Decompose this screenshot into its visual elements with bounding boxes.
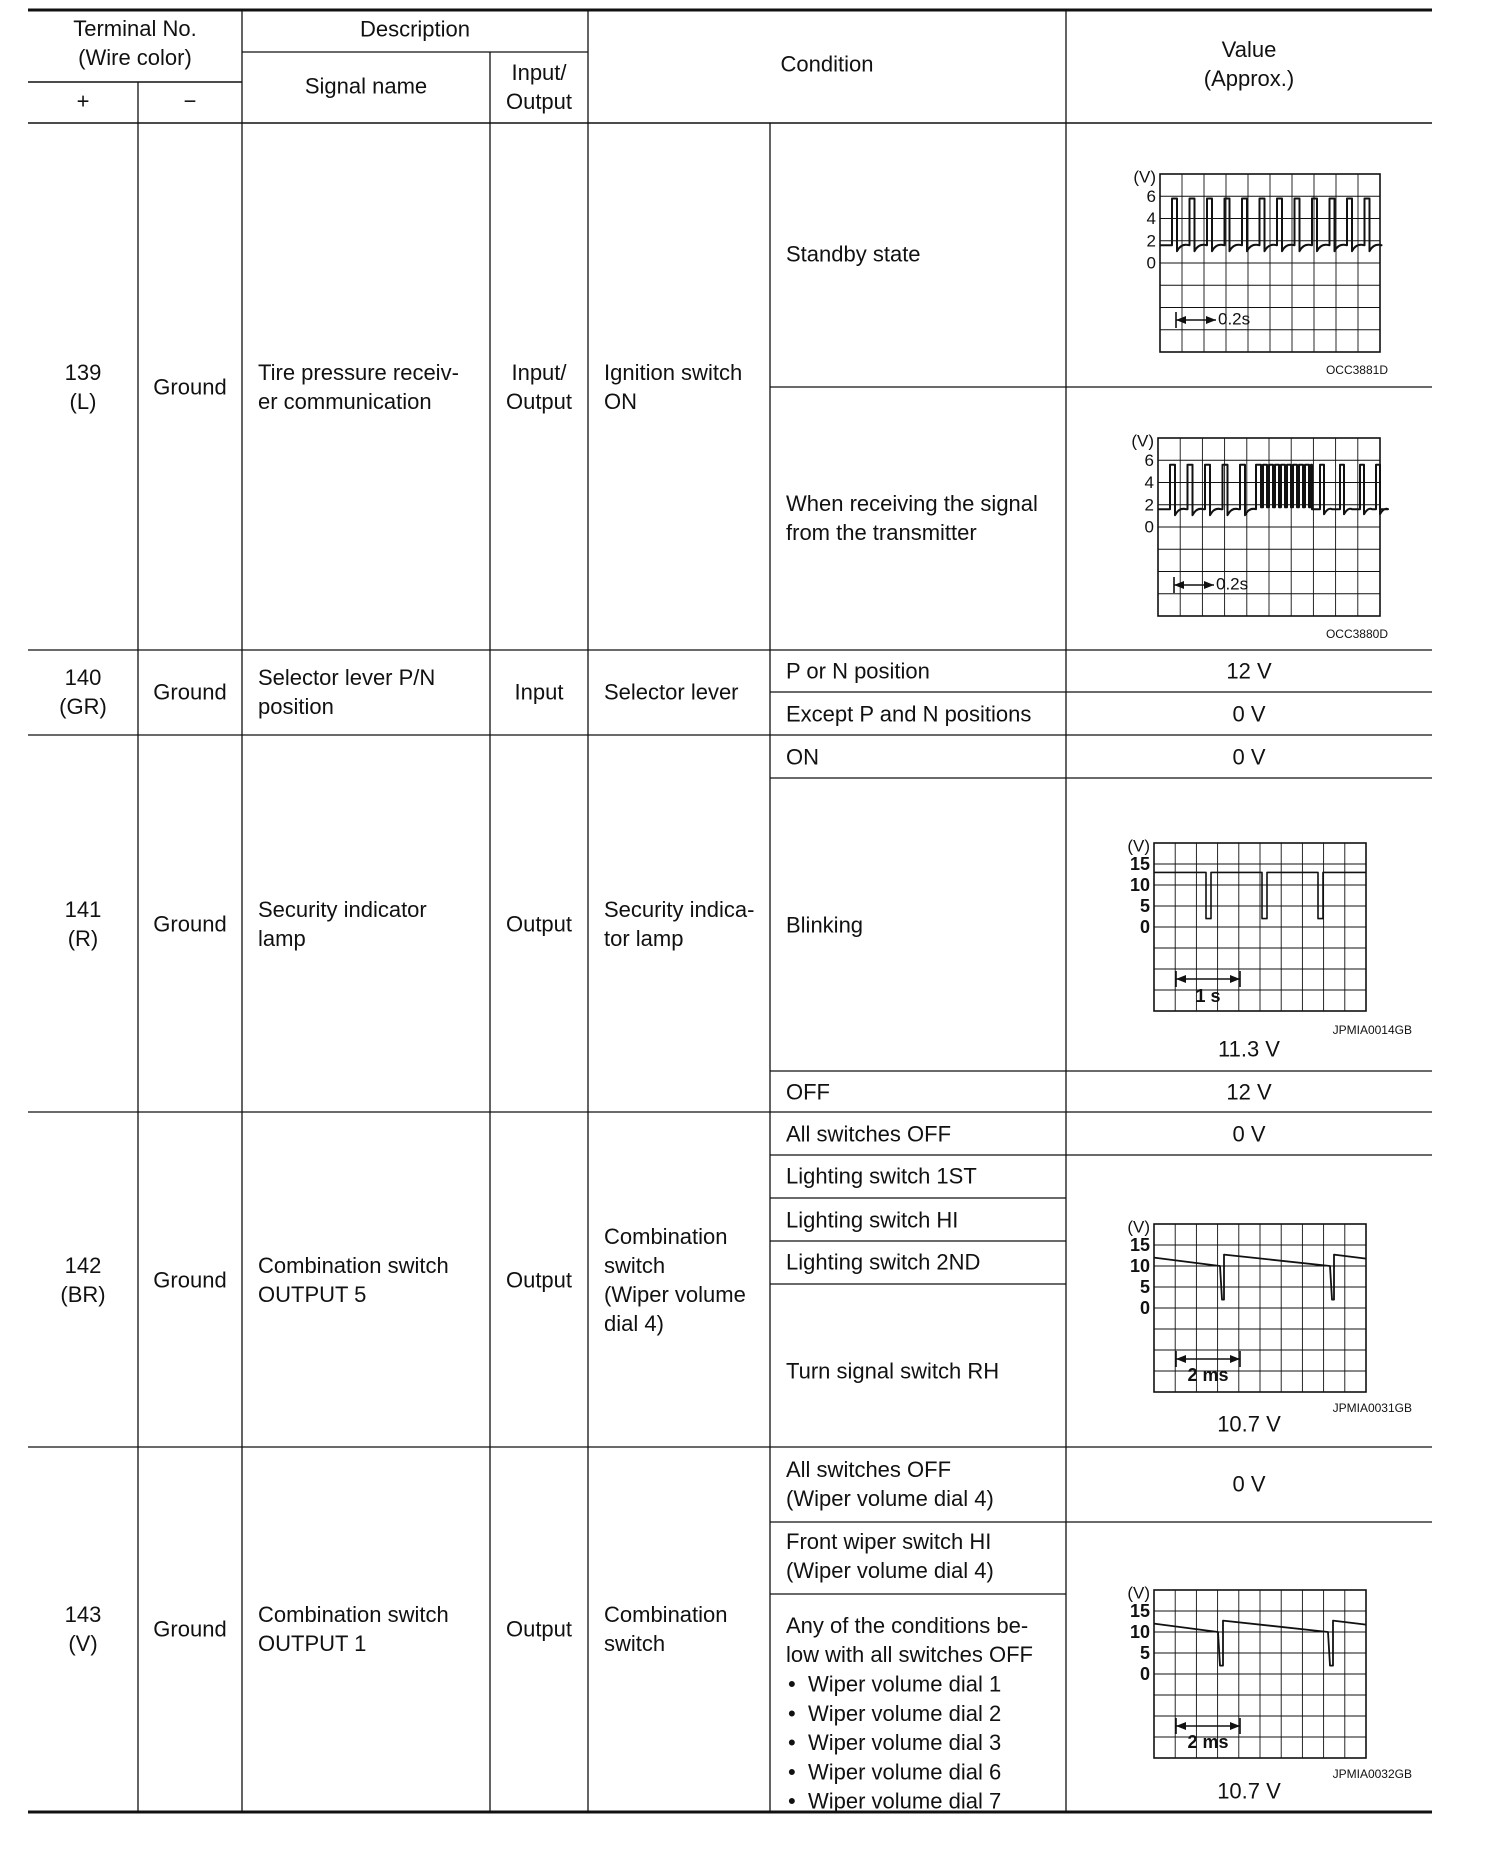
y-unit-label: (V)	[1133, 167, 1156, 187]
sub-condition: Lighting switch 2ND	[786, 1249, 981, 1275]
bullet-item: Wiper volume dial 7	[808, 1788, 1002, 1814]
y-unit-label: (V)	[1131, 431, 1154, 451]
terminal-number: 141	[64, 897, 102, 922]
waveform-trace	[1158, 465, 1388, 516]
header-signal-name: Signal name	[304, 73, 428, 99]
y-unit-label: (V)	[1127, 1583, 1150, 1603]
y-tick-label: 2	[1146, 231, 1156, 251]
sub-condition: Lighting switch 1ST	[786, 1163, 977, 1189]
bullet-item: Wiper volume dial 3	[808, 1730, 1002, 1756]
y-tick-label: 15	[1129, 1601, 1150, 1621]
time-scale-label: 1 s	[1195, 986, 1221, 1006]
bullet-icon: •	[788, 1730, 796, 1756]
condition-main: switch	[604, 1631, 666, 1656]
value-text: 0 V	[1232, 744, 1266, 770]
y-unit-label: (V)	[1127, 836, 1150, 856]
y-tick-label: 4	[1144, 473, 1154, 492]
waveform-trace	[1160, 198, 1382, 251]
sub-condition: low with all switches OFF	[786, 1642, 1033, 1667]
condition-main: Ignition switch	[604, 360, 743, 385]
bullet-item: Wiper volume dial 6	[808, 1759, 1002, 1785]
bullet-item: Wiper volume dial 1	[808, 1671, 1002, 1697]
time-scale-label: 0.2s	[1216, 574, 1249, 594]
value-text: 12 V	[1226, 1079, 1272, 1105]
header-input-output: Input/	[511, 60, 567, 85]
y-tick-label: 5	[1139, 1643, 1150, 1663]
y-tick-label: 0	[1144, 517, 1154, 537]
figure-code: JPMIA0031GB	[1332, 1401, 1412, 1415]
sub-condition: When receiving the signal	[786, 491, 1038, 516]
sub-condition: Except P and N positions	[786, 701, 1032, 727]
condition-main: tor lamp	[604, 926, 684, 951]
ground-label: Ground	[153, 679, 227, 705]
ground-label: Ground	[153, 1267, 227, 1293]
signal-name: Combination switch	[258, 1253, 449, 1278]
bullet-icon: •	[788, 1700, 796, 1726]
input-output: Output	[505, 1267, 573, 1293]
y-tick-label: 6	[1144, 450, 1154, 470]
ground-label: Ground	[153, 1616, 227, 1642]
bullet-item: Wiper volume dial 2	[808, 1700, 1002, 1726]
y-unit-label: (V)	[1127, 1217, 1150, 1237]
header-terminal-no: Terminal No.	[73, 16, 197, 41]
terminal-number: (L)	[69, 389, 97, 414]
y-tick-label: 15	[1129, 1235, 1150, 1255]
time-scale-label: 2 ms	[1187, 1732, 1229, 1752]
waveform-images	[1127, 168, 1412, 1782]
value-text: 10.7 V	[1217, 1411, 1281, 1437]
signal-name: Selector lever P/N	[258, 665, 436, 690]
sub-condition: Lighting switch HI	[786, 1207, 959, 1233]
terminal-number: 140	[64, 665, 102, 690]
value-text: 0 V	[1232, 701, 1266, 727]
sub-condition: Turn signal switch RH	[786, 1358, 1000, 1384]
terminal-number: (GR)	[59, 694, 107, 719]
y-tick-label: 5	[1139, 1277, 1150, 1297]
header-minus: −	[183, 88, 197, 114]
sub-condition: Front wiper switch HI	[786, 1529, 992, 1554]
terminal-number: 142	[64, 1253, 102, 1278]
signal-name: OUTPUT 5	[258, 1282, 367, 1307]
y-tick-label: 4	[1146, 209, 1156, 228]
ground-label: Ground	[153, 374, 227, 400]
condition-main: Security indica-	[604, 897, 755, 922]
condition-main: ON	[604, 389, 637, 414]
sub-condition: OFF	[786, 1079, 830, 1105]
terminal-number: (BR)	[60, 1282, 106, 1307]
sub-condition: Any of the conditions be-	[786, 1613, 1029, 1638]
header-description: Description	[359, 16, 471, 42]
signal-name: position	[258, 694, 334, 719]
signal-name: OUTPUT 1	[258, 1631, 367, 1656]
waveform-graph	[1127, 1218, 1412, 1416]
value-text: 10.7 V	[1217, 1778, 1281, 1804]
value-text: 0 V	[1232, 1471, 1266, 1497]
condition-main: switch	[604, 1253, 666, 1278]
sub-condition: All switches OFF	[786, 1121, 952, 1147]
time-scale-label: 0.2s	[1218, 309, 1251, 329]
value-text: 0 V	[1232, 1121, 1266, 1147]
header-condition: Condition	[780, 51, 874, 77]
value-text: 12 V	[1226, 658, 1272, 684]
sub-condition: ON	[786, 744, 819, 770]
header-value: Value	[1221, 37, 1277, 62]
condition-main: dial 4)	[604, 1311, 664, 1336]
condition-main: Selector lever	[604, 679, 739, 705]
signal-name: Tire pressure receiv-	[258, 360, 459, 385]
sub-condition: (Wiper volume dial 4)	[786, 1486, 994, 1511]
y-tick-label: 0	[1139, 1298, 1150, 1318]
y-tick-label: 5	[1139, 896, 1150, 916]
waveform-graph	[1133, 168, 1388, 378]
condition-main: Combination	[604, 1224, 728, 1249]
sub-condition: (Wiper volume dial 4)	[786, 1558, 994, 1583]
input-output: Input/	[511, 360, 567, 385]
sub-condition: from the transmitter	[786, 520, 977, 545]
figure-code: OCC3881D	[1325, 363, 1388, 377]
signal-name: Combination switch	[258, 1602, 449, 1627]
input-output: Output	[505, 389, 573, 414]
time-scale-label: 2 ms	[1187, 1365, 1229, 1385]
y-tick-label: 6	[1146, 186, 1156, 206]
signal-name: lamp	[258, 926, 306, 951]
bullet-icon: •	[788, 1671, 796, 1697]
header-plus: +	[76, 88, 90, 114]
header-value: (Approx.)	[1203, 66, 1295, 91]
terminal-number: (R)	[67, 926, 99, 951]
figure-code: JPMIA0032GB	[1332, 1767, 1412, 1781]
y-tick-label: 10	[1129, 875, 1150, 895]
terminal-number: (V)	[68, 1631, 98, 1656]
figure-code: JPMIA0014GB	[1332, 1023, 1412, 1037]
y-tick-label: 0	[1146, 253, 1156, 273]
ground-label: Ground	[153, 911, 227, 937]
bullet-icon: •	[788, 1759, 796, 1785]
waveform-graph	[1131, 432, 1388, 642]
y-tick-label: 0	[1139, 1664, 1150, 1684]
header-input-output: Output	[505, 89, 573, 114]
terminal-number: 143	[64, 1602, 102, 1627]
header-terminal-no: (Wire color)	[78, 45, 192, 70]
y-tick-label: 0	[1139, 917, 1150, 937]
terminal-number: 139	[64, 360, 102, 385]
input-output: Output	[505, 1616, 573, 1642]
value-text: 11.3 V	[1218, 1036, 1280, 1062]
bullet-icon: •	[788, 1788, 796, 1814]
input-output: Output	[505, 911, 573, 937]
signal-name: er communication	[258, 389, 432, 414]
sub-condition: Standby state	[786, 241, 921, 267]
signal-name: Security indicator	[258, 897, 427, 922]
waveform-graph	[1127, 837, 1412, 1038]
y-tick-label: 10	[1129, 1622, 1150, 1642]
y-tick-label: 2	[1144, 495, 1154, 515]
table-text	[59, 16, 1294, 1814]
input-output: Input	[514, 679, 564, 705]
condition-main: Combination	[604, 1602, 728, 1627]
y-tick-label: 15	[1129, 854, 1150, 874]
sub-condition: P or N position	[786, 658, 930, 684]
waveform-graph	[1127, 1584, 1412, 1782]
sub-condition: All switches OFF	[786, 1457, 952, 1482]
figure-code: OCC3880D	[1325, 627, 1388, 641]
condition-main: (Wiper volume	[604, 1282, 746, 1307]
y-tick-label: 10	[1129, 1256, 1150, 1276]
sub-condition: Blinking	[786, 912, 864, 938]
